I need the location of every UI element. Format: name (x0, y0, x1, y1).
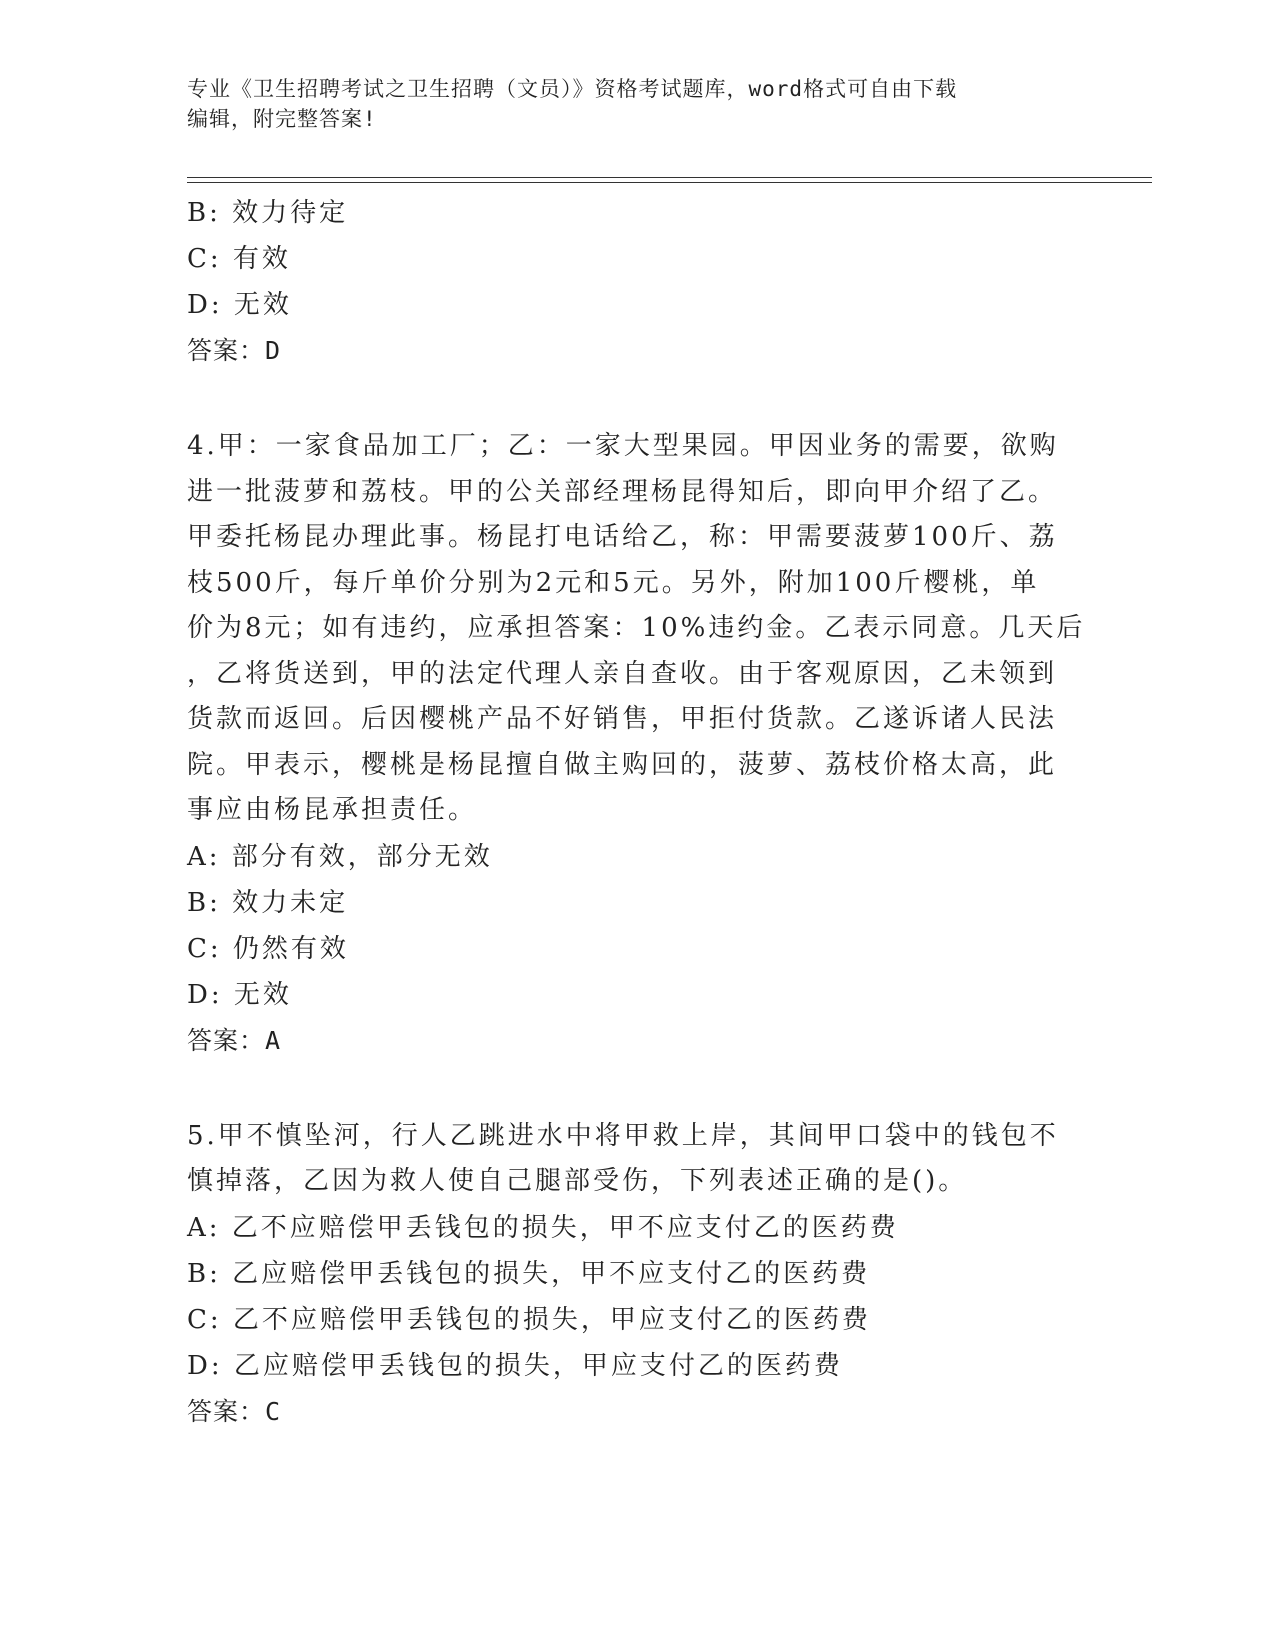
header-divider-bottom (187, 182, 1152, 183)
option-b: B: 效力待定 (187, 198, 349, 228)
option-b: B: 乙应赔偿甲丢钱包的损失，甲不应支付乙的医药费 (187, 1258, 871, 1289)
document-body (187, 190, 1087, 1435)
document-header (187, 74, 1087, 134)
stem-line: 5.甲不慎坠河，行人乙跳进水中将甲救上岸，其间甲口袋中的钱包不 (187, 1120, 1059, 1151)
option-b: B: 效力未定 (187, 887, 349, 918)
header-divider-top (187, 177, 1152, 178)
question-stem (187, 424, 1087, 834)
stem-line: 院。甲表示，樱桃是杨昆擅自做主购回的，菠萝、荔枝价格太高，此 (187, 749, 1058, 780)
question-4 (187, 424, 1087, 1064)
stem-line: 价为8元；如有违约，应承担答案：10%违约金。乙表示同意。几天后 (187, 613, 1086, 643)
stem-line: 4.甲：一家食品加工厂；乙：一家大型果园。甲因业务的需要，欲购 (187, 431, 1059, 461)
answer-line: 答案：C (187, 1396, 282, 1426)
answer-line: 答案：D (187, 336, 282, 365)
stem-line: 进一批菠萝和荔枝。甲的公关部经理杨昆得知后，即向甲介绍了乙。 (187, 476, 1058, 507)
option-d: D: 乙应赔偿甲丢钱包的损失，甲应支付乙的医药费 (187, 1350, 843, 1381)
stem-line: 慎掉落，乙因为救人使自己腿部受伤，下列表述正确的是()。 (187, 1166, 968, 1196)
question-stem (187, 1114, 1087, 1205)
option-a: A: 乙不应赔偿甲丢钱包的损失，甲不应支付乙的医药费 (187, 1212, 899, 1243)
header-line-1: 专业《卫生招聘考试之卫生招聘（文员）》资格考试题库，word格式可自由下载 (187, 77, 958, 101)
question-5 (187, 1114, 1087, 1435)
option-c: C: 仍然有效 (187, 933, 349, 964)
option-d: D: 无效 (187, 979, 292, 1010)
stem-line: 枝500斤，每斤单价分别为2元和5元。另外，附加100斤樱桃，单 (187, 567, 1040, 598)
header-line-2: 编辑，附完整答案! (187, 107, 377, 131)
stem-line: ，乙将货送到，甲的法定代理人亲自查收。由于客观原因，乙未领到 (187, 658, 1058, 689)
stem-line: 货款而返回。后因樱桃产品不好销售，甲拒付货款。乙遂诉诸人民法 (187, 704, 1058, 734)
stem-line: 甲委托杨昆办理此事。杨昆打电话给乙，称：甲需要菠萝100斤、荔 (187, 522, 1058, 552)
option-c: C: 乙不应赔偿甲丢钱包的损失，甲应支付乙的医药费 (187, 1304, 871, 1335)
previous-question-tail (187, 190, 1087, 374)
option-a: A: 部分有效，部分无效 (187, 841, 493, 872)
answer-line: 答案：A (187, 1025, 282, 1055)
option-d: D: 无效 (187, 290, 292, 320)
option-c: C: 有效 (187, 244, 291, 274)
stem-line: 事应由杨昆承担责任。 (187, 795, 478, 825)
